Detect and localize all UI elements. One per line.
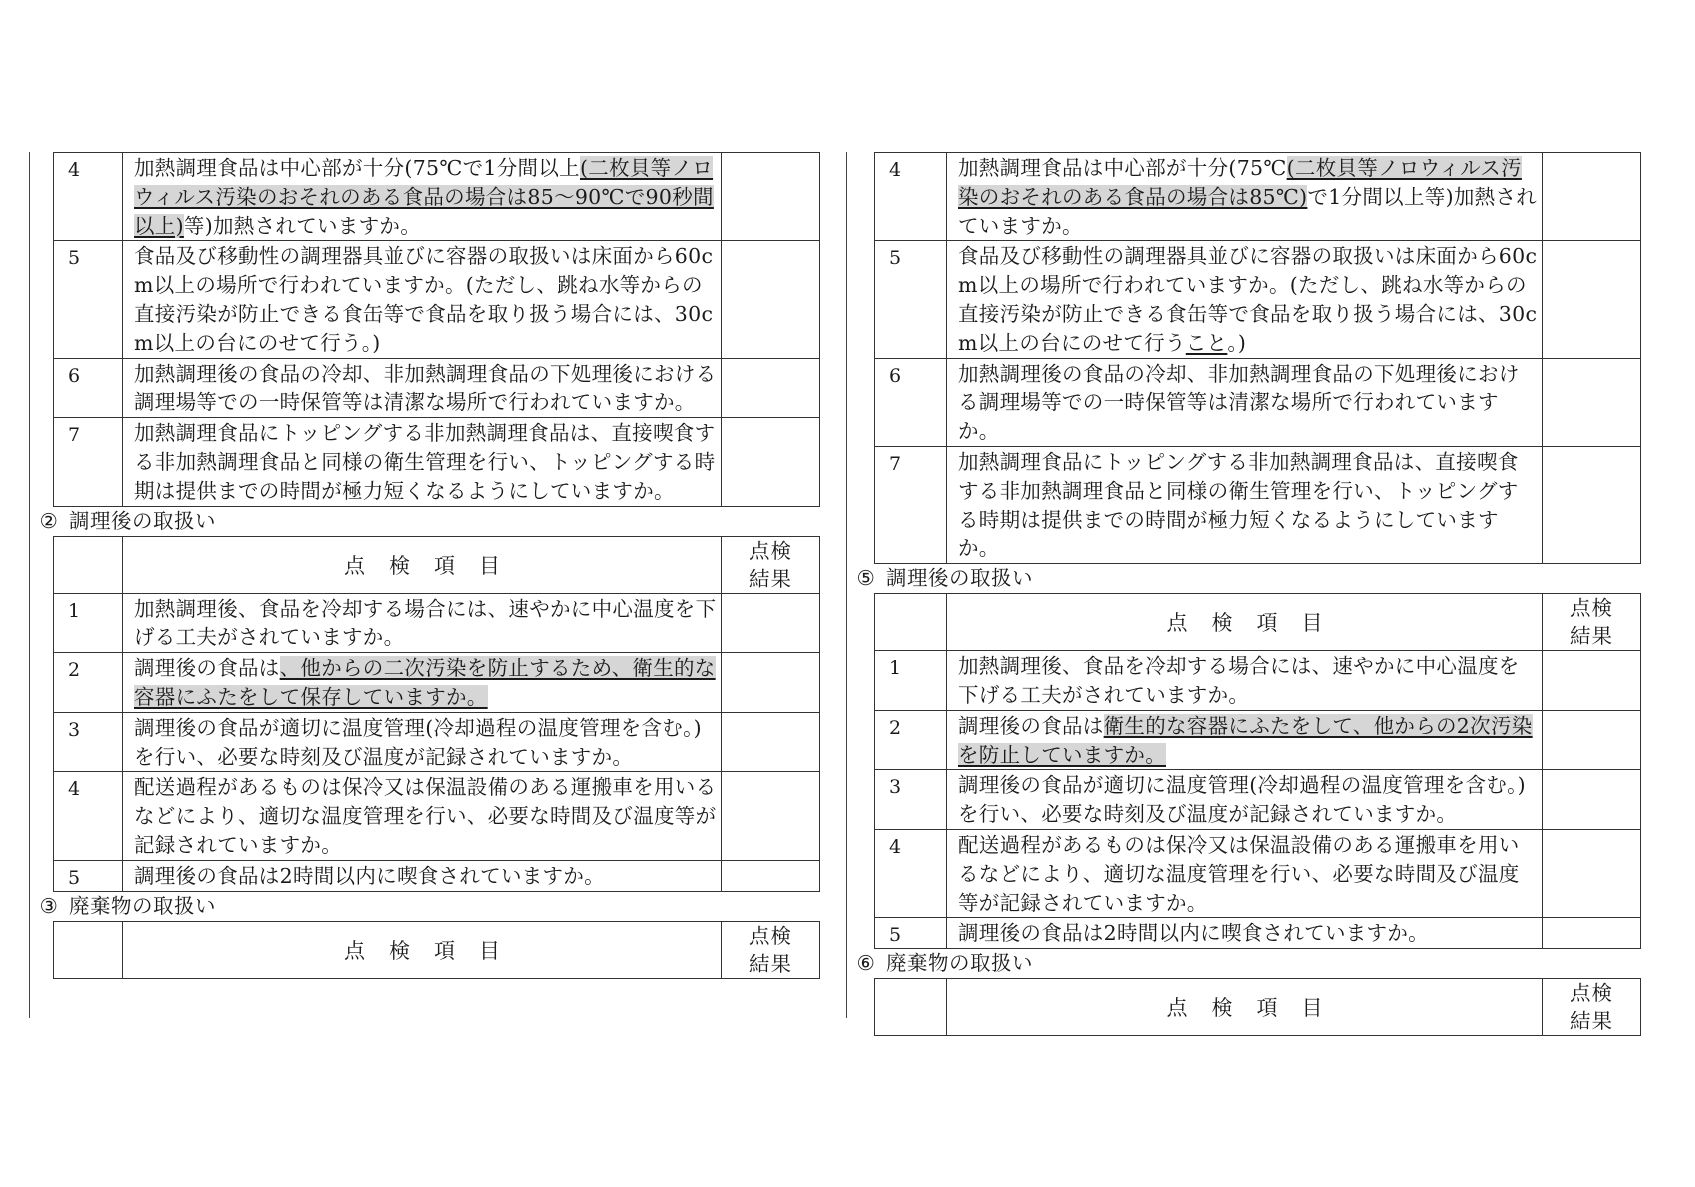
inspection-result-cell[interactable] — [722, 358, 820, 418]
table-row — [875, 710, 1641, 770]
row-number: 5 — [54, 241, 123, 358]
header-item-cell: 点検項目 — [123, 536, 722, 593]
after-cooking-table-body — [875, 651, 1641, 949]
inspection-result-cell[interactable] — [1543, 153, 1641, 241]
item-text-segment: 加熱調理後、食品を冷却する場合には、速やかに中心温度を下げる工夫がされていますか。 — [134, 596, 717, 650]
item-text-segment: 調理後の食品は2時間以内に喫食されていますか。 — [958, 921, 1429, 946]
table-row — [54, 653, 820, 713]
table-row — [875, 446, 1641, 563]
inspection-result-cell[interactable] — [1543, 918, 1641, 949]
inspection-item-text — [947, 710, 1543, 770]
item-text-segment: 調理後の食品は2時間以内に喫食されていますか。 — [134, 863, 605, 888]
after-cooking-table — [53, 536, 820, 892]
table-row — [54, 593, 820, 653]
inspection-item-text — [123, 653, 722, 713]
top-inspection-table — [53, 152, 820, 507]
inspection-item-text — [123, 712, 722, 772]
item-text-segment: 加熱調理後、食品を冷却する場合には、速やかに中心温度を下げる工夫がされていますか。 — [958, 654, 1520, 707]
inspection-result-cell[interactable] — [722, 653, 820, 713]
table-row — [875, 918, 1641, 949]
row-number: 5 — [875, 241, 947, 358]
inspection-result-cell[interactable] — [1543, 446, 1641, 563]
header-result-cell: 点検結果 — [722, 921, 820, 978]
header-num-cell — [875, 594, 947, 651]
top-inspection-table — [874, 152, 1641, 564]
header-num-cell — [54, 536, 123, 593]
item-text-segment: で1分間以上等)加熱されていますか。 — [958, 184, 1538, 238]
inspection-result-cell[interactable] — [722, 593, 820, 653]
row-number: 7 — [875, 446, 947, 563]
row-number: 5 — [54, 860, 123, 891]
item-text-segment: 配送過程があるものは保冷又は保温設備のある運搬車を用いるなどにより、適切な温度管理を行い、必要な時間及び温度等が記録されていますか。 — [134, 775, 717, 857]
row-number: 6 — [54, 358, 123, 418]
section-title-after-cooking — [29, 507, 821, 536]
table-row — [875, 153, 1641, 241]
inspection-result-cell[interactable] — [1543, 710, 1641, 770]
section-title-text: 廃棄物の取扱い — [69, 893, 216, 918]
inspection-item-text — [947, 153, 1543, 241]
inspection-item-text — [123, 241, 722, 358]
item-text-segment: 。) — [1227, 330, 1247, 355]
row-number: 7 — [54, 418, 123, 506]
item-text-segment: 加熱調理食品は中心部が十分(75℃ — [958, 156, 1287, 180]
section-title-after-cooking — [846, 564, 1646, 593]
inspection-item-text — [123, 418, 722, 506]
item-text-segment: 調理後の食品が適切に温度管理(冷却過程の温度管理を含む。)を行い、必要な時刻及び温度が記録されていますか。 — [958, 773, 1526, 827]
table-row — [54, 358, 820, 418]
row-number: 5 — [875, 918, 947, 949]
section-title-text: 調理後の取扱い — [886, 566, 1033, 591]
header-result-cell: 点検結果 — [1543, 594, 1641, 651]
table-row — [875, 770, 1641, 830]
highlighted-revision-text: 衛生的な容器にふたをして、他からの2次汚染を防止していますか。 — [958, 713, 1533, 767]
header-item-cell: 点検項目 — [947, 594, 1543, 651]
inspection-result-cell[interactable] — [722, 712, 820, 772]
inspection-item-text — [947, 446, 1543, 563]
inspection-result-cell[interactable] — [1543, 770, 1641, 830]
inspection-item-text — [947, 651, 1543, 711]
header-result-cell: 点検結果 — [1543, 979, 1641, 1036]
item-text-segment: 食品及び移動性の調理器具並びに容器の取扱いは床面から60cm以上の場所で行われていますか。(ただし、跳ね水等からの直接汚染が防止できる食缶等で食品を取り扱う場合には、30cm以上の台にのせて行う。) — [134, 244, 714, 355]
section-marker: ⑤ — [856, 566, 876, 591]
row-number: 2 — [54, 653, 123, 713]
highlighted-revision-text: (二枚貝等ノロウィルス汚染のおそれのある食品の場合は85℃) — [958, 156, 1522, 209]
section-title-waste — [29, 892, 821, 921]
section-marker: ③ — [39, 893, 59, 918]
row-number: 4 — [875, 829, 947, 917]
row-number: 4 — [54, 153, 123, 241]
header-item-cell: 点検項目 — [947, 979, 1543, 1036]
top-table-body — [54, 153, 820, 507]
row-number: 3 — [875, 770, 947, 830]
waste-table — [874, 978, 1641, 1036]
section-title-waste — [846, 949, 1646, 978]
waste-table — [53, 921, 820, 979]
inspection-result-cell[interactable] — [722, 772, 820, 860]
section-title-text: 調理後の取扱い — [69, 508, 216, 533]
row-number: 3 — [54, 712, 123, 772]
header-result-cell: 点検結果 — [722, 536, 820, 593]
item-text-segment: 加熱調理食品は中心部が十分(75℃で1分間以上 — [134, 156, 580, 180]
inspection-result-cell[interactable] — [1543, 358, 1641, 446]
row-number: 4 — [54, 772, 123, 860]
top-table-body — [875, 153, 1641, 564]
section-marker: ② — [39, 508, 59, 533]
table-row — [875, 829, 1641, 917]
after-cooking-table — [874, 593, 1641, 949]
highlighted-revision-text: こと — [1185, 330, 1228, 355]
inspection-item-text — [123, 772, 722, 860]
item-text-segment: 加熱調理食品にトッピングする非加熱調理食品は、直接喫食する非加熱調理食品と同様の衛生管理を行い、トッピングする時期は提供までの時間が極力短くなるようにしていますか。 — [958, 449, 1519, 561]
inspection-result-cell[interactable] — [1543, 651, 1641, 711]
item-text-segment: 等)加熱されていますか。 — [183, 213, 422, 238]
table-header-row — [875, 594, 1641, 651]
row-number: 1 — [54, 593, 123, 653]
item-text-segment: 調理後の食品は — [134, 656, 280, 681]
item-text-segment: 配送過程があるものは保冷又は保温設備のある運搬車を用いるなどにより、適切な温度管理を行い、必要な時間及び温度等が記録されていますか。 — [958, 832, 1520, 915]
inspection-item-text — [123, 860, 722, 891]
header-num-cell — [54, 921, 123, 978]
after-cooking-table-body — [54, 593, 820, 891]
table-row — [875, 358, 1641, 446]
table-row — [54, 712, 820, 772]
table-row — [54, 241, 820, 358]
right-column — [846, 152, 1646, 1036]
section-marker: ⑥ — [856, 951, 876, 976]
inspection-item-text — [947, 770, 1543, 830]
inspection-result-cell[interactable] — [1543, 829, 1641, 917]
inspection-item-text — [947, 829, 1543, 917]
table-row — [54, 418, 820, 506]
inspection-item-text — [123, 593, 722, 653]
table-header-row — [54, 536, 820, 593]
table-row — [54, 860, 820, 891]
section-title-text: 廃棄物の取扱い — [886, 951, 1033, 976]
table-row — [54, 772, 820, 860]
item-text-segment: 加熱調理後の食品の冷却、非加熱調理食品の下処理後における調理場等での一時保管等は清潔な場所で行われていますか。 — [958, 361, 1520, 444]
row-number: 4 — [875, 153, 947, 241]
item-text-segment: 調理後の食品は — [958, 713, 1104, 738]
inspection-result-cell[interactable] — [1543, 241, 1641, 358]
inspection-result-cell[interactable] — [722, 418, 820, 506]
row-number: 1 — [875, 651, 947, 711]
table-header-row — [54, 921, 820, 978]
table-row — [875, 651, 1641, 711]
inspection-item-text — [947, 241, 1543, 358]
inspection-item-text — [947, 358, 1543, 446]
header-item-cell: 点検項目 — [123, 921, 722, 978]
inspection-result-cell[interactable] — [722, 241, 820, 358]
highlighted-revision-text: 、他からの二次汚染を防止するため、衛生的な容器にふたをして保存していますか。 — [134, 656, 716, 709]
row-number: 6 — [875, 358, 947, 446]
inspection-result-cell[interactable] — [722, 860, 820, 891]
item-text-segment: 加熱調理後の食品の冷却、非加熱調理食品の下処理後における調理場等での一時保管等は清潔な場所で行われていますか。 — [134, 361, 717, 415]
item-text-segment: 食品及び移動性の調理器具並びに容器の取扱いは床面から60cm以上の場所で行われていますか。(ただし、跳ね水等からの直接汚染が防止できる食缶等で食品を取り扱う場合には、30cm以上の台にのせて行う — [958, 244, 1538, 355]
table-row — [875, 241, 1641, 358]
highlighted-revision-text: (二枚貝等ノロウィルス汚染のおそれのある食品の場合は85～90℃で90秒間以上) — [134, 156, 714, 238]
table-row — [54, 153, 820, 241]
row-number: 2 — [875, 710, 947, 770]
header-num-cell — [875, 979, 947, 1036]
item-text-segment: 加熱調理食品にトッピングする非加熱調理食品は、直接喫食する非加熱調理食品と同様の衛生管理を行い、トッピングする時期は提供までの時間が極力短くなるようにしていますか。 — [134, 421, 716, 503]
item-text-segment: 調理後の食品が適切に温度管理(冷却過程の温度管理を含む。)を行い、必要な時刻及び温度が記録されていますか。 — [134, 715, 702, 769]
inspection-item-text — [947, 918, 1543, 949]
inspection-item-text — [123, 358, 722, 418]
left-column — [29, 152, 821, 979]
inspection-result-cell[interactable] — [722, 153, 820, 241]
table-header-row — [875, 979, 1641, 1036]
inspection-item-text — [123, 153, 722, 241]
